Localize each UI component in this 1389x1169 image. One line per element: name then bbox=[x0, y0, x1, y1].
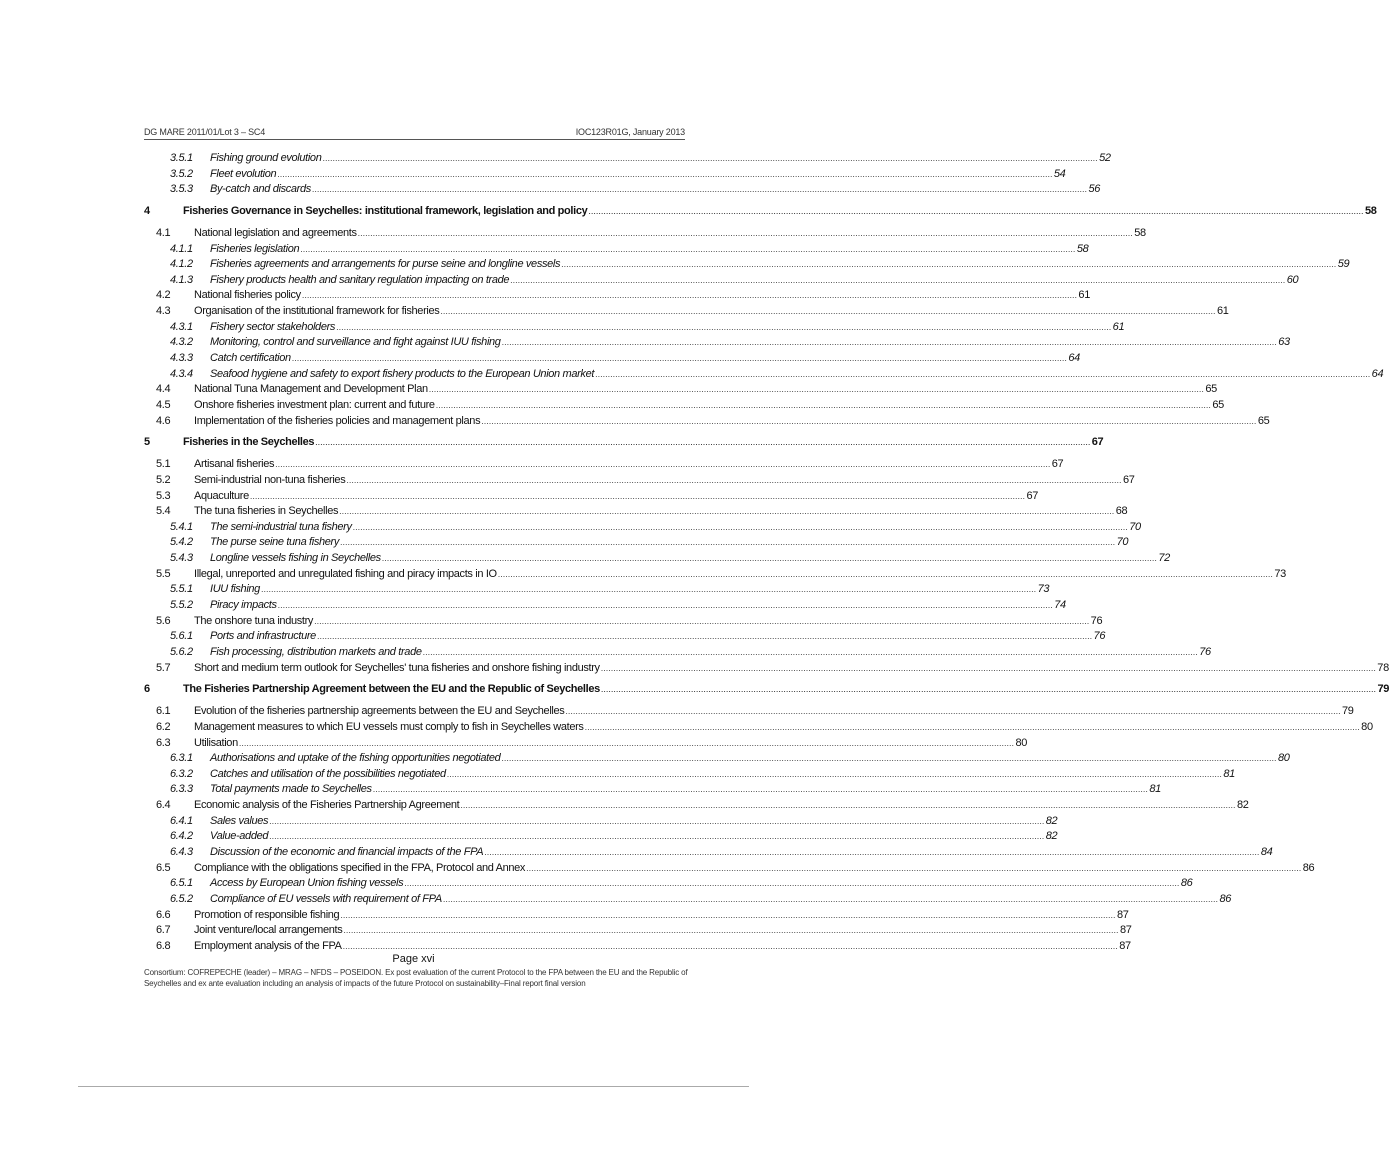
toc-entry-title: The Fisheries Partnership Agreement between the EU and the Republic of Seychelles bbox=[183, 683, 600, 696]
toc-entry-number: 5.6.1 bbox=[170, 630, 193, 643]
toc-entry[interactable] bbox=[144, 598, 1066, 614]
toc-entry[interactable] bbox=[144, 304, 1229, 320]
toc-entry-title: Artisanal fisheries bbox=[194, 458, 275, 471]
toc-entry-page: 61 bbox=[1112, 320, 1125, 333]
toc-entry-page: 76 bbox=[1199, 645, 1211, 658]
toc-entry[interactable] bbox=[144, 367, 1384, 383]
toc-entry[interactable] bbox=[144, 382, 1217, 398]
toc-entry-number: 5.7 bbox=[156, 661, 171, 674]
toc-dot-leader bbox=[460, 798, 1235, 814]
toc-entry-page: 87 bbox=[1119, 939, 1131, 952]
toc-dot-leader bbox=[250, 489, 1025, 505]
header-report-ref: IOC123R01G, January 2013 bbox=[575, 127, 685, 137]
toc-entry[interactable] bbox=[144, 398, 1224, 414]
toc-entry-number: 4.1 bbox=[156, 226, 171, 239]
toc-dot-leader bbox=[436, 398, 1211, 414]
toc-entry[interactable] bbox=[144, 814, 1058, 830]
toc-entry-title: National Tuna Management and Development Plan bbox=[194, 383, 428, 396]
toc-entry-page: 87 bbox=[1116, 908, 1129, 921]
header-project-ref: DG MARE 2011/01/Lot 3 – SC4 bbox=[144, 127, 265, 137]
toc-entry-number: 4.2 bbox=[156, 289, 171, 302]
toc-entry-page: 54 bbox=[1053, 167, 1066, 180]
toc-entry[interactable] bbox=[144, 167, 1066, 183]
toc-entry-number: 6.4 bbox=[156, 799, 171, 812]
toc-dot-leader bbox=[382, 551, 1157, 567]
toc-entry-number: 6.4.3 bbox=[170, 845, 193, 858]
toc-entry-page: 58 bbox=[1076, 242, 1089, 255]
toc-entry-number: 6.5.1 bbox=[170, 877, 193, 890]
toc-entry[interactable] bbox=[144, 567, 1286, 583]
toc-entry-title: Sales values bbox=[210, 814, 269, 827]
toc-entry-title: Value-added bbox=[210, 830, 269, 843]
toc-dot-leader bbox=[353, 520, 1128, 536]
toc-entry-title: Aquaculture bbox=[194, 489, 249, 502]
toc-entry-title: Implementation of the fisheries policies and management plans bbox=[194, 414, 481, 427]
toc-entry[interactable] bbox=[144, 892, 1231, 908]
toc-dot-leader bbox=[404, 876, 1179, 892]
toc-entry-page: 64 bbox=[1371, 367, 1384, 380]
toc-entry[interactable] bbox=[144, 751, 1290, 767]
toc-dot-leader bbox=[358, 226, 1133, 242]
toc-entry-number: 6.2 bbox=[156, 720, 171, 733]
toc-entry[interactable] bbox=[144, 182, 1101, 198]
toc-entry-number: 4.6 bbox=[156, 414, 171, 427]
toc-entry-title: Fishery products health and sanitary regulation impacting on trade bbox=[210, 273, 510, 286]
toc-entry-page: 80 bbox=[1015, 736, 1027, 749]
toc-dot-leader bbox=[526, 861, 1301, 877]
toc-entry-number: 3.5.2 bbox=[170, 167, 193, 180]
toc-entry-title: Illegal, unreported and unregulated fishing and piracy impacts in IO bbox=[194, 567, 497, 580]
toc-entry-page: 81 bbox=[1223, 767, 1235, 780]
toc-entry-title: Utilisation bbox=[194, 736, 238, 749]
toc-entry-number: 5.5 bbox=[156, 567, 171, 580]
toc-entry-number: 6.3.1 bbox=[170, 752, 193, 765]
toc-entry[interactable] bbox=[144, 629, 1106, 645]
toc-entry-number: 4.5 bbox=[156, 398, 171, 411]
toc-entry-number: 4.1.2 bbox=[170, 258, 193, 271]
toc-entry-number: 5.5.2 bbox=[170, 599, 193, 612]
bottom-divider bbox=[78, 1086, 749, 1087]
toc-dot-leader bbox=[292, 351, 1067, 367]
toc-dot-leader bbox=[336, 320, 1111, 336]
toc-entry-page: 86 bbox=[1219, 892, 1231, 905]
page-number: Page xvi bbox=[392, 953, 435, 965]
toc-entry[interactable] bbox=[144, 351, 1080, 367]
toc-entry[interactable] bbox=[144, 151, 1111, 167]
toc-entry[interactable] bbox=[144, 551, 1170, 567]
toc-dot-leader bbox=[561, 257, 1336, 273]
toc-entry-title: Access by European Union fishing vessels bbox=[210, 877, 404, 890]
toc-entry[interactable] bbox=[144, 335, 1290, 351]
table-of-contents bbox=[144, 151, 1389, 954]
toc-dot-leader bbox=[447, 767, 1222, 783]
toc-dot-leader bbox=[595, 367, 1370, 383]
toc-entry-title: The onshore tuna industry bbox=[194, 614, 314, 627]
toc-entry[interactable] bbox=[144, 923, 1132, 939]
toc-entry[interactable] bbox=[144, 414, 1270, 430]
toc-entry-title: Total payments made to Seychelles bbox=[210, 783, 372, 796]
toc-dot-leader bbox=[501, 751, 1276, 767]
toc-entry-number: 5.4.3 bbox=[170, 552, 193, 565]
toc-entry-title: Short and medium term outlook for Seychelles' tuna fisheries and onshore fishing industry bbox=[194, 661, 600, 674]
toc-entry-number: 5.1 bbox=[156, 458, 171, 471]
toc-entry-number: 3.5.1 bbox=[170, 152, 193, 164]
toc-entry-page: 64 bbox=[1068, 352, 1080, 365]
toc-entry-title: Promotion of responsible fishing bbox=[194, 908, 340, 921]
toc-dot-leader bbox=[269, 814, 1044, 830]
toc-entry-number: 4.1.1 bbox=[170, 242, 193, 255]
toc-entry-number: 4.3.1 bbox=[170, 320, 193, 333]
toc-entry[interactable] bbox=[144, 614, 1103, 630]
toc-entry-number: 5.5.1 bbox=[170, 583, 193, 596]
toc-entry-number: 5.2 bbox=[156, 473, 171, 486]
toc-entry[interactable] bbox=[144, 798, 1249, 814]
toc-entry-page: 56 bbox=[1088, 183, 1101, 196]
toc-entry-page: 70 bbox=[1129, 520, 1141, 533]
toc-entry-title: Fisheries Governance in Seychelles: institutional framework, legislation and policy bbox=[183, 204, 588, 217]
toc-entry-page: 73 bbox=[1274, 567, 1286, 580]
toc-entry-page: 79 bbox=[1377, 683, 1389, 696]
toc-entry-page: 76 bbox=[1090, 614, 1103, 627]
toc-entry[interactable] bbox=[144, 645, 1211, 661]
toc-entry-page: 61 bbox=[1078, 289, 1090, 302]
footer-consortium-note: Consortium: COFREPECHE (leader) – MRAG – NFDS – POSEIDON. Ex post evaluation of the current Protocol to the FPA between the EU and the Republic of Seychelles and ex ante evaluation including an analysis of impacts of the future Protocol on sustainability–Final report final version bbox=[144, 968, 688, 988]
toc-entry-number: 6.4.1 bbox=[170, 814, 193, 827]
toc-dot-leader bbox=[302, 288, 1077, 304]
toc-entry-number: 4.3 bbox=[156, 305, 171, 318]
toc-entry-title: Joint venture/local arrangements bbox=[194, 924, 343, 937]
toc-entry-title: Discussion of the economic and financial impacts of the FPA bbox=[210, 845, 484, 858]
toc-dot-leader bbox=[269, 829, 1044, 845]
toc-entry[interactable] bbox=[144, 680, 1389, 698]
toc-dot-leader bbox=[314, 614, 1089, 630]
toc-entry[interactable] bbox=[144, 582, 1050, 598]
toc-entry-page: 52 bbox=[1099, 152, 1111, 164]
toc-dot-leader bbox=[502, 335, 1277, 351]
toc-entry-number: 6.3.3 bbox=[170, 783, 193, 796]
toc-entry-page: 65 bbox=[1212, 398, 1224, 411]
toc-entry-number: 6.3.2 bbox=[170, 767, 193, 780]
toc-entry[interactable] bbox=[144, 257, 1350, 273]
toc-dot-leader bbox=[339, 504, 1114, 520]
toc-entry-page: 81 bbox=[1149, 783, 1161, 796]
toc-dot-leader bbox=[340, 535, 1115, 551]
toc-entry[interactable] bbox=[144, 320, 1125, 336]
toc-dot-leader bbox=[601, 680, 1376, 698]
toc-dot-leader bbox=[498, 567, 1273, 583]
toc-entry-title: Compliance of EU vessels with requirement of FPA bbox=[210, 892, 442, 905]
toc-entry[interactable] bbox=[144, 520, 1141, 536]
toc-entry-page: 67 bbox=[1051, 458, 1064, 471]
toc-entry-number: 6.5 bbox=[156, 861, 171, 874]
toc-entry-title: National legislation and agreements bbox=[194, 226, 357, 239]
toc-entry-page: 72 bbox=[1158, 552, 1170, 565]
toc-entry[interactable] bbox=[144, 829, 1058, 845]
toc-entry-title: Semi-industrial non-tuna fisheries bbox=[194, 473, 346, 486]
toc-entry-page: 60 bbox=[1286, 273, 1299, 286]
toc-entry[interactable] bbox=[144, 908, 1129, 924]
toc-dot-leader bbox=[300, 242, 1075, 258]
toc-dot-leader bbox=[278, 598, 1053, 614]
toc-entry-page: 74 bbox=[1054, 599, 1066, 612]
toc-entry[interactable] bbox=[144, 473, 1135, 489]
toc-entry-number: 6.3 bbox=[156, 736, 171, 749]
toc-dot-leader bbox=[601, 661, 1376, 677]
toc-entry-number: 4.3.4 bbox=[170, 367, 193, 380]
toc-entry[interactable] bbox=[144, 845, 1273, 861]
toc-entry[interactable] bbox=[144, 242, 1089, 258]
toc-entry[interactable] bbox=[144, 704, 1354, 720]
toc-entry-title: Seafood hygiene and safety to export fishery products to the European Union market bbox=[210, 367, 595, 380]
toc-entry-page: 86 bbox=[1180, 877, 1193, 890]
toc-entry-number: 4.4 bbox=[156, 383, 171, 396]
toc-entry-number: 6.8 bbox=[156, 939, 171, 952]
toc-entry-page: 68 bbox=[1115, 505, 1128, 518]
toc-entry-number: 4.1.3 bbox=[170, 273, 193, 286]
toc-entry-page: 80 bbox=[1277, 752, 1290, 765]
toc-entry-title: Fishing ground evolution bbox=[210, 152, 322, 164]
toc-entry-title: Authorisations and uptake of the fishing opportunities negotiated bbox=[210, 752, 501, 765]
toc-dot-leader bbox=[340, 908, 1115, 924]
toc-entry-page: 87 bbox=[1120, 924, 1132, 937]
toc-entry-page: 82 bbox=[1045, 814, 1058, 827]
toc-entry-title: Evolution of the fisheries partnership agreements between the EU and Seychelles bbox=[194, 705, 565, 718]
toc-entry-number: 6 bbox=[144, 683, 150, 696]
toc-entry-number: 5.4 bbox=[156, 505, 171, 518]
toc-entry[interactable] bbox=[144, 273, 1299, 289]
toc-entry-page: 67 bbox=[1122, 473, 1135, 486]
toc-entry-number: 5.4.1 bbox=[170, 520, 193, 533]
toc-dot-leader bbox=[346, 473, 1121, 489]
toc-entry-title: Catches and utilisation of the possibilities negotiated bbox=[210, 767, 446, 780]
toc-dot-leader bbox=[440, 304, 1215, 320]
toc-entry[interactable] bbox=[144, 736, 1027, 752]
toc-entry[interactable] bbox=[144, 288, 1090, 304]
toc-dot-leader bbox=[429, 382, 1204, 398]
toc-entry-page: 79 bbox=[1342, 705, 1354, 718]
toc-entry-title: Onshore fisheries investment plan: current and future bbox=[194, 398, 435, 411]
toc-entry-number: 3.5.3 bbox=[170, 183, 193, 196]
toc-entry[interactable] bbox=[144, 782, 1161, 798]
toc-entry[interactable] bbox=[144, 433, 1104, 451]
toc-dot-leader bbox=[481, 414, 1256, 430]
toc-entry-number: 6.1 bbox=[156, 705, 171, 718]
toc-entry-title: The semi-industrial tuna fishery bbox=[210, 520, 352, 533]
toc-dot-leader bbox=[484, 845, 1259, 861]
toc-entry-title: Employment analysis of the FPA bbox=[194, 939, 342, 952]
toc-entry-page: 80 bbox=[1361, 720, 1373, 733]
toc-entry-page: 63 bbox=[1278, 336, 1290, 349]
toc-entry-title: Catch certification bbox=[210, 352, 291, 365]
toc-entry[interactable] bbox=[144, 489, 1039, 505]
toc-entry-page: 65 bbox=[1257, 414, 1270, 427]
toc-entry-title: By-catch and discards bbox=[210, 183, 311, 196]
toc-entry-title: Economic analysis of the Fisheries Partnership Agreement bbox=[194, 799, 460, 812]
toc-entry-title: Fishery sector stakeholders bbox=[210, 320, 336, 333]
toc-entry-page: 76 bbox=[1093, 630, 1106, 643]
toc-dot-leader bbox=[261, 582, 1036, 598]
toc-entry-number: 5.6.2 bbox=[170, 645, 193, 658]
toc-entry[interactable] bbox=[144, 504, 1128, 520]
toc-entry[interactable] bbox=[144, 720, 1373, 736]
toc-entry-page: 82 bbox=[1236, 799, 1249, 812]
toc-entry[interactable] bbox=[144, 457, 1064, 473]
toc-entry-number: 5.4.2 bbox=[170, 536, 193, 549]
toc-entry-page: 58 bbox=[1364, 204, 1377, 217]
toc-dot-leader bbox=[275, 457, 1050, 473]
toc-entry[interactable] bbox=[144, 876, 1193, 892]
toc-entry-page: 65 bbox=[1205, 383, 1217, 396]
toc-entry-page: 82 bbox=[1045, 830, 1058, 843]
toc-entry-page: 67 bbox=[1091, 436, 1104, 449]
toc-entry-title: Organisation of the institutional framework for fisheries bbox=[194, 305, 440, 318]
toc-entry[interactable] bbox=[144, 535, 1129, 551]
toc-entry-title: Compliance with the obligations specified in the FPA, Protocol and Annex bbox=[194, 861, 526, 874]
toc-dot-leader bbox=[510, 273, 1285, 289]
toc-entry[interactable] bbox=[144, 226, 1146, 242]
toc-entry-title: IUU fishing bbox=[210, 583, 260, 596]
toc-entry-number: 6.7 bbox=[156, 924, 171, 937]
toc-entry-number: 4.3.2 bbox=[170, 336, 193, 349]
toc-entry-page: 78 bbox=[1377, 661, 1389, 674]
toc-dot-leader bbox=[312, 182, 1087, 198]
toc-entry-title: Monitoring, control and surveillance and fight against IUU fishing bbox=[210, 336, 501, 349]
toc-entry-title: Fisheries legislation bbox=[210, 242, 300, 255]
toc-dot-leader bbox=[443, 892, 1218, 908]
toc-dot-leader bbox=[315, 433, 1090, 451]
toc-entry[interactable] bbox=[144, 661, 1389, 677]
toc-entry-title: Piracy impacts bbox=[210, 599, 277, 612]
toc-entry[interactable] bbox=[144, 202, 1377, 220]
toc-dot-leader bbox=[588, 202, 1363, 220]
toc-entry-page: 58 bbox=[1134, 226, 1146, 239]
toc-dot-leader bbox=[322, 151, 1097, 167]
toc-entry-title: National fisheries policy bbox=[194, 289, 301, 302]
toc-entry-title: Fleet evolution bbox=[210, 167, 277, 180]
toc-entry-page: 84 bbox=[1260, 845, 1273, 858]
toc-entry-title: Fish processing, distribution markets and trade bbox=[210, 645, 422, 658]
toc-entry-page: 61 bbox=[1217, 305, 1229, 318]
toc-entry[interactable] bbox=[144, 767, 1235, 783]
toc-dot-leader bbox=[317, 629, 1092, 645]
toc-entry-title: Fisheries agreements and arrangements for purse seine and longline vessels bbox=[210, 258, 561, 271]
toc-entry-page: 70 bbox=[1116, 536, 1129, 549]
toc-entry-page: 73 bbox=[1037, 583, 1050, 596]
toc-entry-number: 5.3 bbox=[156, 489, 171, 502]
toc-entry-title: The tuna fisheries in Seychelles bbox=[194, 505, 339, 518]
toc-dot-leader bbox=[343, 923, 1118, 939]
toc-entry-page: 67 bbox=[1026, 489, 1039, 502]
toc-entry-number: 5.6 bbox=[156, 614, 171, 627]
toc-dot-leader bbox=[373, 782, 1148, 798]
toc-dot-leader bbox=[423, 645, 1198, 661]
toc-entry-number: 6.4.2 bbox=[170, 830, 193, 843]
toc-entry[interactable] bbox=[144, 861, 1315, 877]
toc-entry-title: Fisheries in the Seychelles bbox=[183, 436, 315, 449]
toc-entry-number: 6.6 bbox=[156, 908, 171, 921]
toc-dot-leader bbox=[565, 704, 1340, 720]
toc-dot-leader bbox=[585, 720, 1360, 736]
toc-entry-number: 5 bbox=[144, 436, 150, 449]
toc-entry-number: 4.3.3 bbox=[170, 352, 193, 365]
toc-entry-title: Management measures to which EU vessels must comply to fish in Seychelles waters bbox=[194, 720, 584, 733]
toc-entry-number: 6.5.2 bbox=[170, 892, 193, 905]
toc-entry-number: 4 bbox=[144, 204, 150, 217]
toc-entry-title: The purse seine tuna fishery bbox=[210, 536, 340, 549]
toc-dot-leader bbox=[239, 736, 1014, 752]
toc-entry-page: 59 bbox=[1337, 258, 1350, 271]
header-divider bbox=[144, 139, 685, 140]
toc-entry-title: Ports and infrastructure bbox=[210, 630, 316, 643]
toc-entry-title: Longline vessels fishing in Seychelles bbox=[210, 552, 381, 565]
toc-entry-page: 86 bbox=[1302, 861, 1315, 874]
toc-dot-leader bbox=[277, 167, 1052, 183]
